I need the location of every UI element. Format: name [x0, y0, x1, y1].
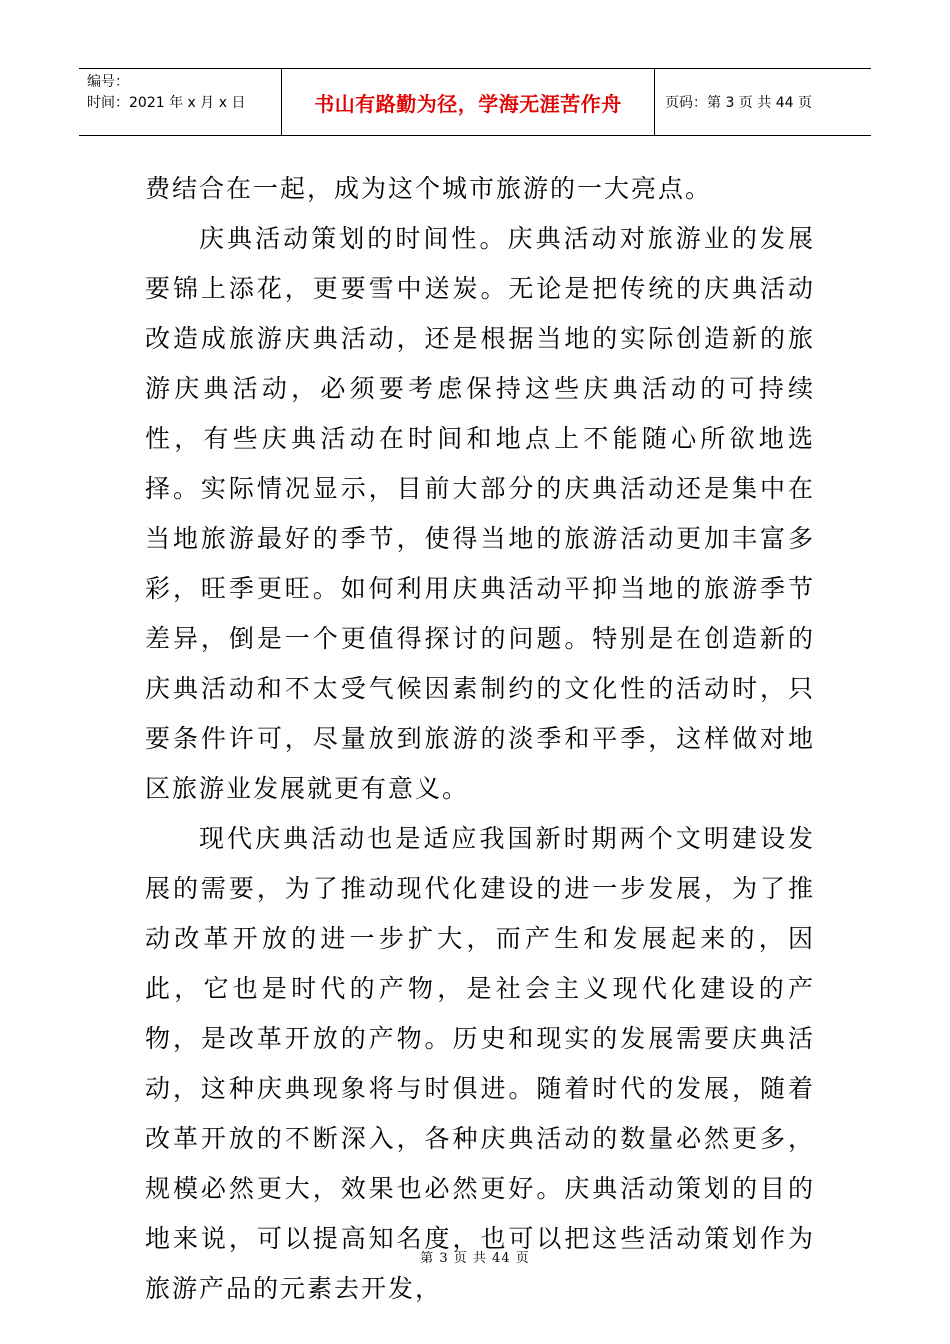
- document-number-label: 编号：: [87, 74, 129, 90]
- header-meta-cell: [79, 69, 282, 135]
- paragraph-timing: 庆典活动策划的时间性。庆典活动对旅游业的发展要锦上添花，更要雪中送炭。无论是把传统的庆典活动改造成旅游庆典活动，还是根据当地的实际创造新的旅游庆典活动，必须要考虑保持这些庆典活动的可持续性，有些庆典活动在时间和地点上不能随心所欲地选择。实际情况显示，目前大部分的庆典活动还是集中在当地旅游最好的季节，使得当地的旅游活动更加丰富多彩，旺季更旺。如何利用庆典活动平抑当地的旅游季节差异，倒是一个更值得探讨的问题。特别是在创造新的庆典活动和不太受气候因素制约的文化性的活动时，只要条件许可，尽量放到旅游的淡季和平季，这样做对地区旅游业发展就更有意义。: [145, 224, 815, 803]
- page-footer: 第 3 页 共 44 页: [420, 1251, 530, 1266]
- paragraph-modern-celebrations: 现代庆典活动也是适应我国新时期两个文明建设发展的需要，为了推动现代化建设的进一步发展，为了推动改革开放的进一步扩大，而产生和发展起来的，因此，它也是时代的产物，是社会主义现代化建设的产物，是改革开放的产物。历史和现实的发展需要庆典活动，这种庆典现象将与时俱进。随着时代的发展，随着改革开放的不断深入，各种庆典活动的数量必然更多，规模必然更大，效果也必然更好。庆典活动策划的目的地来说，可以提高知名度，也可以把这些活动策划作为旅游产品的元素去开发，: [145, 824, 815, 1303]
- header-page-info: 页码：第 3 页 共 44 页: [665, 95, 812, 111]
- header-motto: 书山有路勤为径，学海无涯苦作舟: [282, 69, 655, 135]
- document-body: [145, 164, 815, 1314]
- page-header: [79, 68, 871, 136]
- paragraph-continuation: 费结合在一起，成为这个城市旅游的一大亮点。: [145, 174, 713, 203]
- document-date-label: 时间：2021 年 x 月 x 日: [87, 95, 246, 111]
